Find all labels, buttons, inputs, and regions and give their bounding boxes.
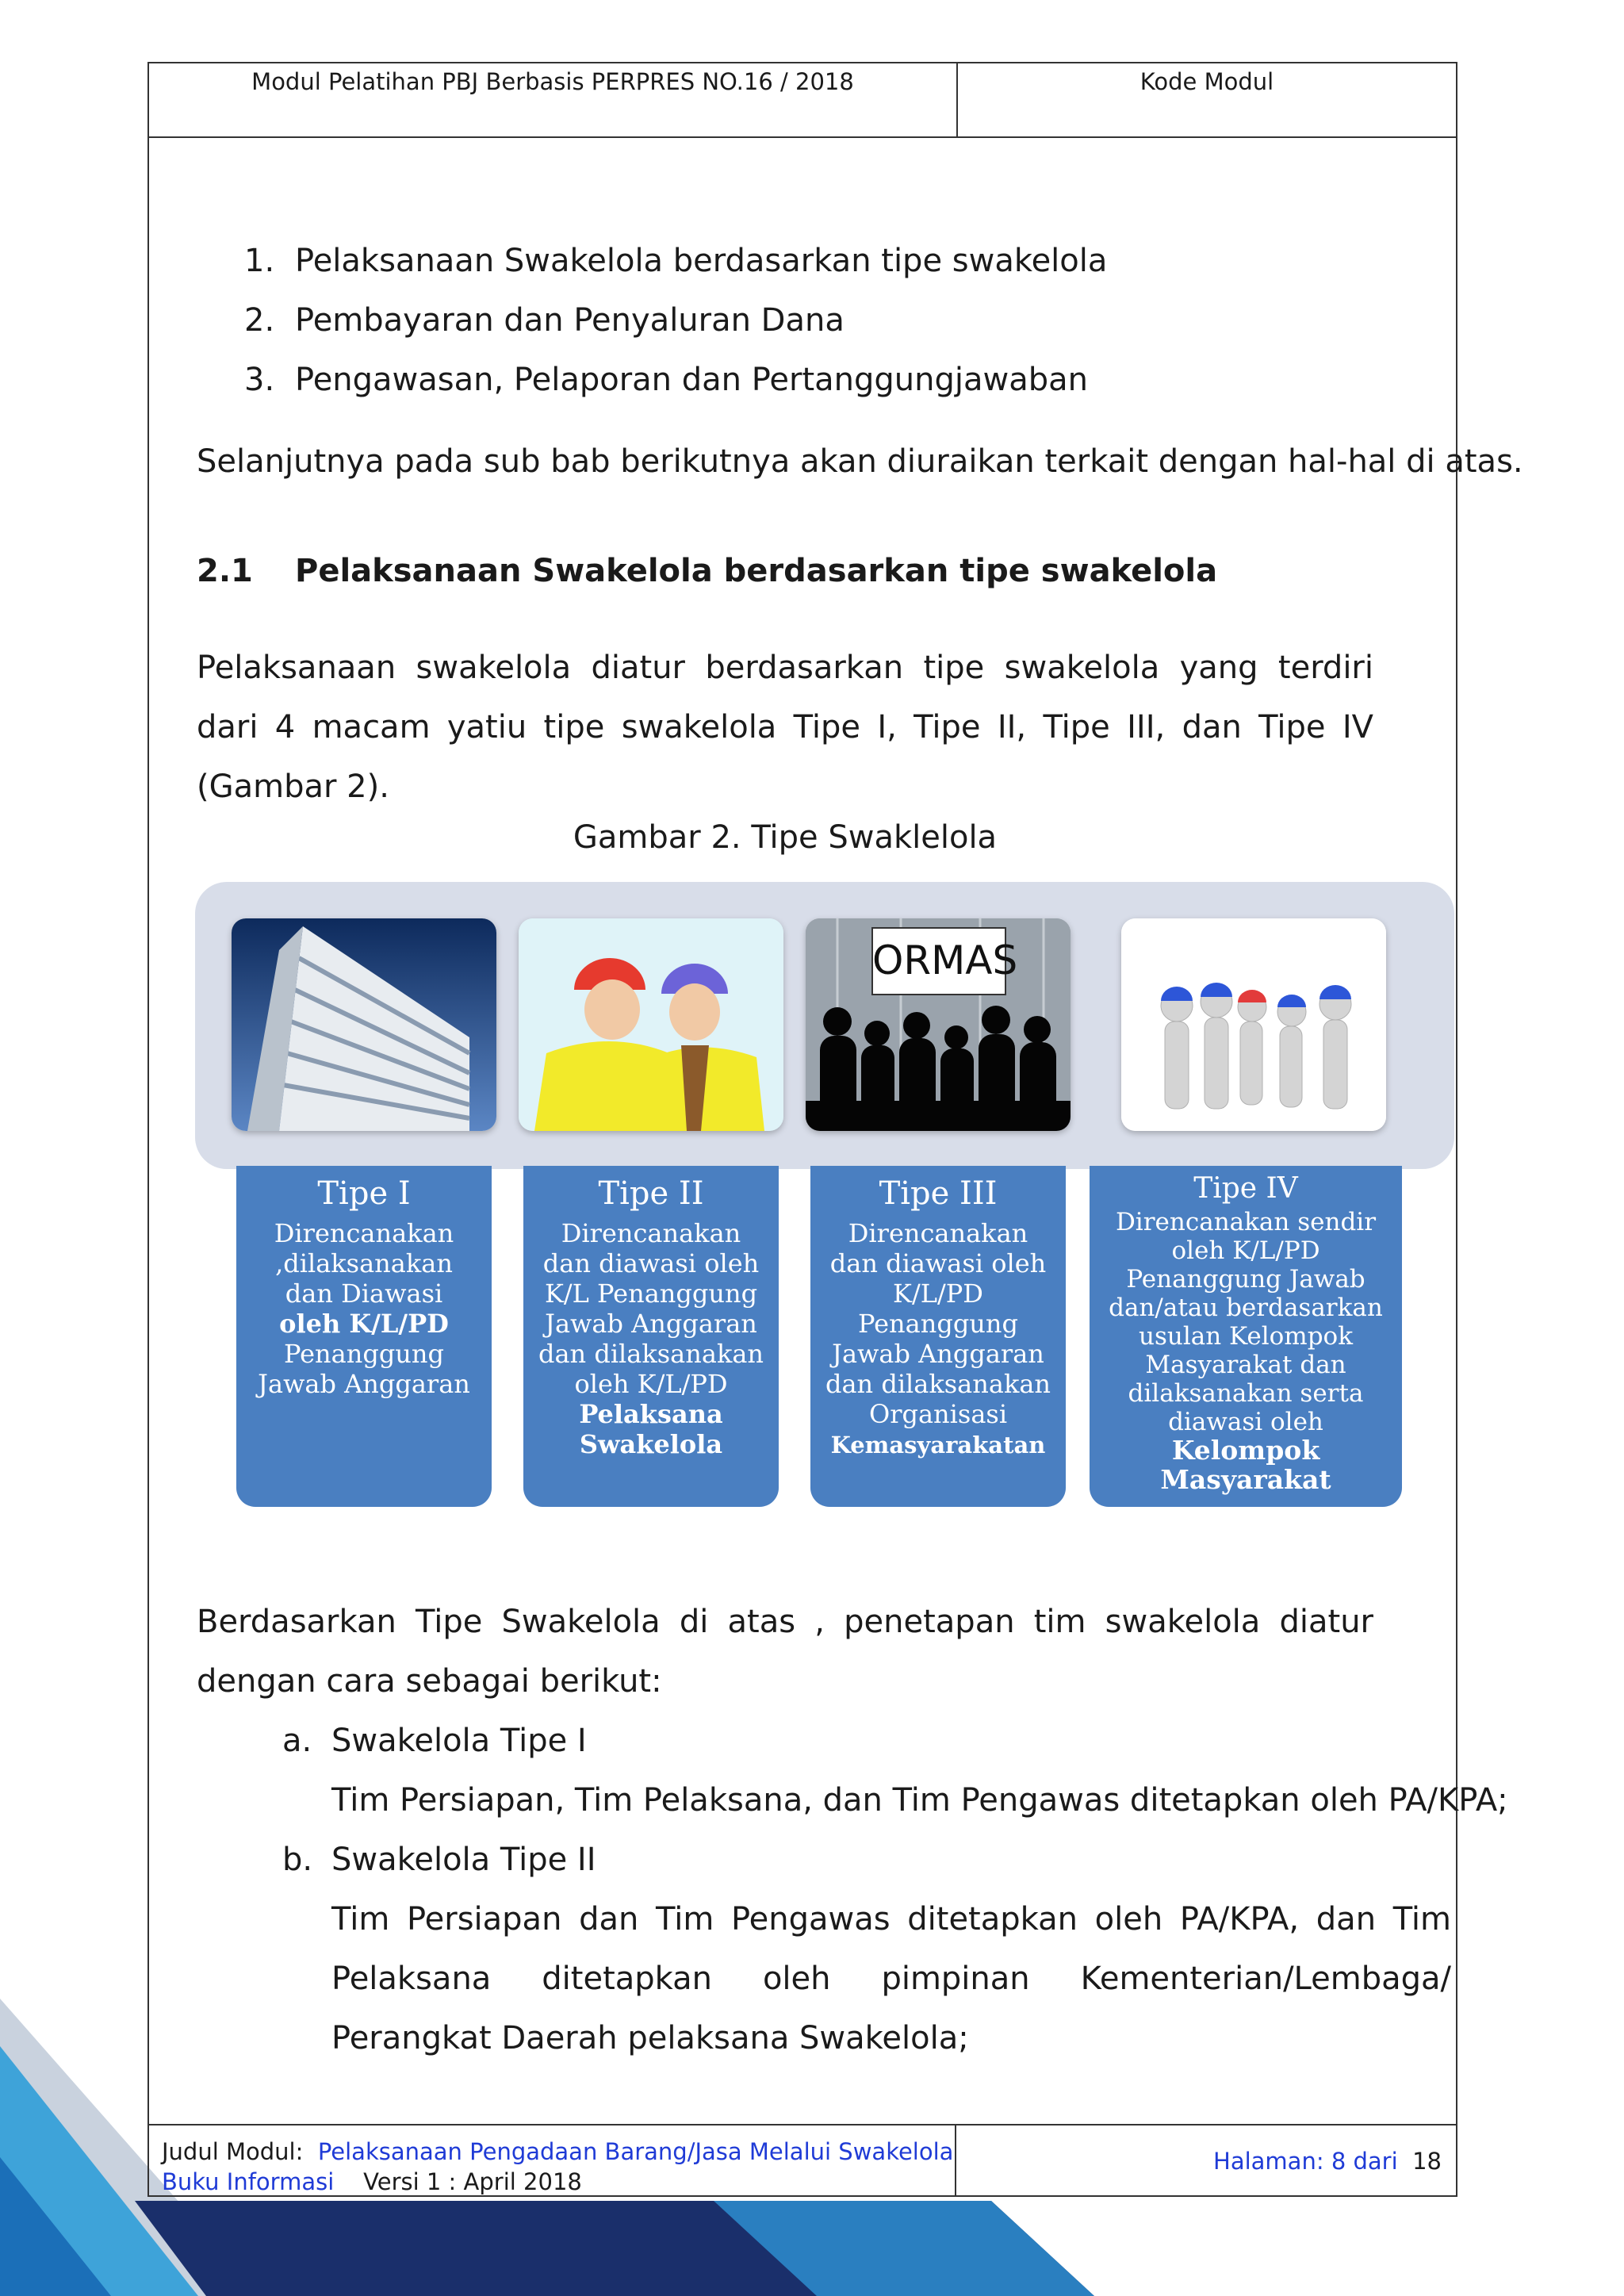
card-text: Direncanakan dan diawasi oleh K/L/PD Penanggung Jawab Anggaran dan dilaksanakan Organisasi <box>825 1218 1051 1429</box>
paragraph-2: Berdasarkan Tipe Swakelola di atas , penetapan tim swakelola diatur dengan cara sebagai berikut: <box>197 1604 1373 1700</box>
card-text: Direncanakan ,dilaksanakan dan Diawasi <box>274 1218 454 1309</box>
paragraph-1: Pelaksanaan swakelola diatur berdasarkan tipe swakelola yang terdiri dari 4 macam yatiu tipe swakelola Tipe I, Tipe II, Tipe III, dan Tipe IV (Gambar 2). <box>197 650 1373 805</box>
card-title: Tipe I <box>317 1175 411 1212</box>
card-bold-text: oleh K/L/PD <box>279 1309 449 1339</box>
list-item <box>244 351 1107 410</box>
figure-caption: Gambar 2. Tipe Swaklelola <box>573 819 998 856</box>
card-title: Tipe III <box>879 1175 998 1212</box>
item-letter: b. <box>282 1842 313 1878</box>
card-text: Direncanakan dan diawasi oleh K/L Penanggung Jawab Anggaran dan dilaksanakan oleh K/L/PD <box>538 1218 764 1399</box>
card-tipe-4 <box>1090 1166 1402 1507</box>
card-text: Direncanakan sendir oleh K/L/PD Penanggung Jawab dan/atau berdasarkan usulan Kelompok Masyarakat dan dilaksanakan serta diawasi oleh <box>1109 1208 1383 1436</box>
header-kode: Kode Modul <box>1139 68 1274 95</box>
card-description <box>534 1218 768 1459</box>
card-text: Penanggung Jawab Anggaran <box>258 1339 470 1399</box>
item-a-heading <box>282 1711 587 1771</box>
card-tipe-3 <box>810 1166 1066 1507</box>
ormas-sign-text: ORMAS <box>872 937 1018 983</box>
list-text: Pelaksanaan Swakelola berdasarkan tipe swakelola <box>295 243 1108 279</box>
list-item <box>244 232 1107 291</box>
list-number: 2. <box>244 302 275 339</box>
section-number: 2.1 <box>197 553 253 589</box>
footer-left <box>149 2125 956 2195</box>
page-footer <box>147 2124 1457 2197</box>
card-description <box>822 1218 1055 1460</box>
footer-halaman: Halaman: 8 dari <box>1213 2148 1398 2175</box>
item-b-body: Tim Persiapan dan Tim Pengawas ditetapkan oleh PA/KPA, dan Tim Pelaksana ditetapkan oleh pimpinan Kementerian/Lembaga/ Perangkat Daerah pelaksana Swakelola; <box>331 1901 1451 2056</box>
item-a-body: Tim Persiapan, Tim Pelaksana, dan Tim Pengawas ditetapkan oleh PA/KPA; <box>331 1782 1508 1819</box>
footer-judul-label: Judul Modul: <box>162 2138 304 2165</box>
card-bold-text: Pelaksana Swakelola <box>579 1399 723 1459</box>
list-item <box>244 291 1107 351</box>
item-title: Swakelola Tipe II <box>331 1842 596 1878</box>
card-title: Tipe II <box>598 1175 704 1212</box>
item-b-heading <box>282 1830 596 1890</box>
list-text: Pembayaran dan Penyaluran Dana <box>295 302 845 339</box>
numbered-list <box>244 232 1107 410</box>
page-header <box>147 62 1457 138</box>
card-description <box>1101 1208 1391 1495</box>
card-bold-text: Kelompok Masyarakat <box>1160 1435 1331 1495</box>
card-title: Tipe IV <box>1193 1172 1298 1205</box>
intro-paragraph: Selanjutnya pada sub bab berikutnya akan diuraikan terkait dengan hal-hal di atas. <box>197 443 1523 480</box>
card-bold-text: Kemasyarakatan <box>830 1432 1046 1458</box>
footer-judul-value: Pelaksanaan Pengadaan Barang/Jasa Melalui Swakelola <box>317 2138 954 2165</box>
workers-image <box>519 918 783 1131</box>
list-text: Pengawasan, Pelaporan dan Pertanggungjawaban <box>295 362 1088 398</box>
section-heading <box>197 553 1217 589</box>
header-title: Modul Pelatihan PBJ Berbasis PERPRES NO.16 / 2018 <box>149 63 958 136</box>
footer-versi: Versi 1 : April 2018 <box>363 2168 582 2195</box>
ormas-image <box>806 918 1071 1131</box>
list-number: 3. <box>244 362 275 398</box>
section-title: Pelaksanaan Swakelola berdasarkan tipe swakelola <box>295 553 1218 589</box>
card-description <box>247 1218 481 1399</box>
list-number: 1. <box>244 243 275 279</box>
footer-total: 18 <box>1412 2148 1442 2175</box>
item-letter: a. <box>282 1723 312 1759</box>
building-image <box>232 918 496 1131</box>
footer-right <box>956 2125 1456 2195</box>
group-image <box>1121 918 1386 1131</box>
footer-buku: Buku <box>162 2168 220 2195</box>
card-tipe-1 <box>236 1166 492 1507</box>
item-title: Swakelola Tipe I <box>331 1723 587 1759</box>
card-tipe-2 <box>523 1166 779 1507</box>
footer-informasi: Informasi <box>226 2168 335 2195</box>
